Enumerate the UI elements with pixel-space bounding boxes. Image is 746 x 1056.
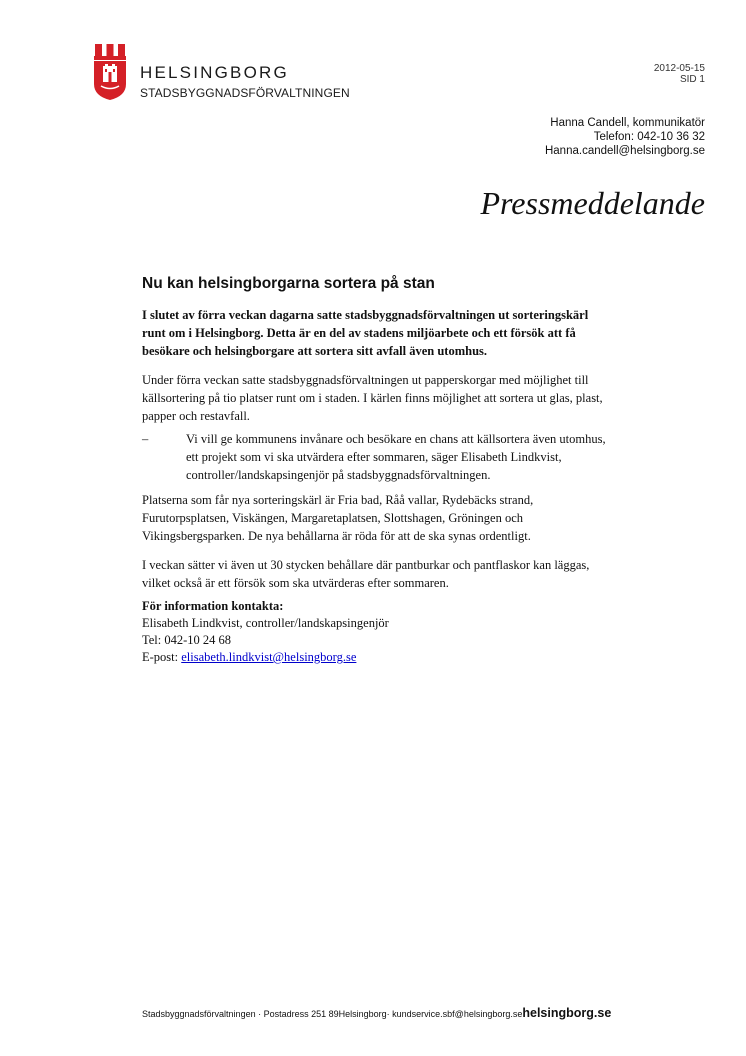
department-name: STADSBYGGNADSFÖRVALTNINGEN	[140, 86, 350, 100]
logo-wordmark: HELSINGBORG	[140, 63, 289, 82]
info-email-link[interactable]: elisabeth.lindkvist@helsingborg.se	[181, 650, 357, 664]
quote-paragraph: Vi vill ge kommunens invånare och besökare en chans att källsortera även utomhus, ett projekt som vi ska utvärdera efter sommaren, säger Elisabeth Lindkvist, controller/landskapsingenjör på stadsbyggnadsförvaltningen.	[186, 432, 606, 482]
contact-email: Hanna.candell@helsingborg.se	[544, 145, 705, 157]
footer-address: Stadsbyggnadsförvaltningen · Postadress 251 89Helsingborg· kundservice.sbf@helsingborg.se	[142, 1009, 523, 1019]
info-name: Elisabeth Lindkvist, controller/landskapsingenjör	[142, 616, 389, 630]
document-date: 2012-05-15	[653, 63, 705, 74]
document-type-title: Pressmeddelande	[480, 185, 705, 221]
lead-paragraph: I slutet av förra veckan dagarna satte stadsbyggnadsförvaltningen ut sorteringskärl runt om i Helsingborg. Detta är en del av stadens miljöarbete och ett försök att få besökare och helsingborgare att sortera sitt avfall även utomhus.	[142, 308, 589, 358]
info-contact-block	[142, 598, 389, 666]
headline: Nu kan helsingborgarna sortera på stan	[142, 275, 435, 292]
page-number: SID 1	[679, 74, 705, 85]
footer	[142, 1004, 611, 1022]
contact-phone: Telefon: 042-10 36 32	[593, 131, 705, 143]
info-phone: Tel: 042-10 24 68	[142, 633, 232, 647]
info-email-line	[142, 649, 389, 666]
info-email-label: E-post:	[142, 650, 182, 664]
quote-dash: –	[142, 432, 149, 446]
info-heading: För information kontakta:	[142, 599, 284, 613]
contact-name: Hanna Candell, kommunikatör	[550, 117, 705, 129]
body-paragraph-1: Under förra veckan satte stadsbyggnadsförvaltningen ut papperskorgar med möjlighet till källsortering på tio platser runt om i staden. I kärlen finns möjlighet att sortera ut glas, plast, papper och restavfall.	[142, 373, 603, 423]
footer-brand: helsingborg.se	[522, 1006, 612, 1020]
city-crest-icon	[93, 44, 127, 100]
body-paragraph-3: I veckan sätter vi även ut 30 stycken behållare där pantburkar och pantflaskor kan läggas, vilket också är ett försök som ska utvärderas efter sommaren.	[142, 558, 590, 590]
body-paragraph-2: Platserna som får nya sorteringskärl är Fria bad, Råå vallar, Rydebäcks strand, Furutorpsplatsen, Viskängen, Margaretaplatsen, Slottshagen, Gröningen och Vikingsbergsparken. De nya behållarna är röda för att de ska synas ordentligt.	[142, 493, 534, 543]
